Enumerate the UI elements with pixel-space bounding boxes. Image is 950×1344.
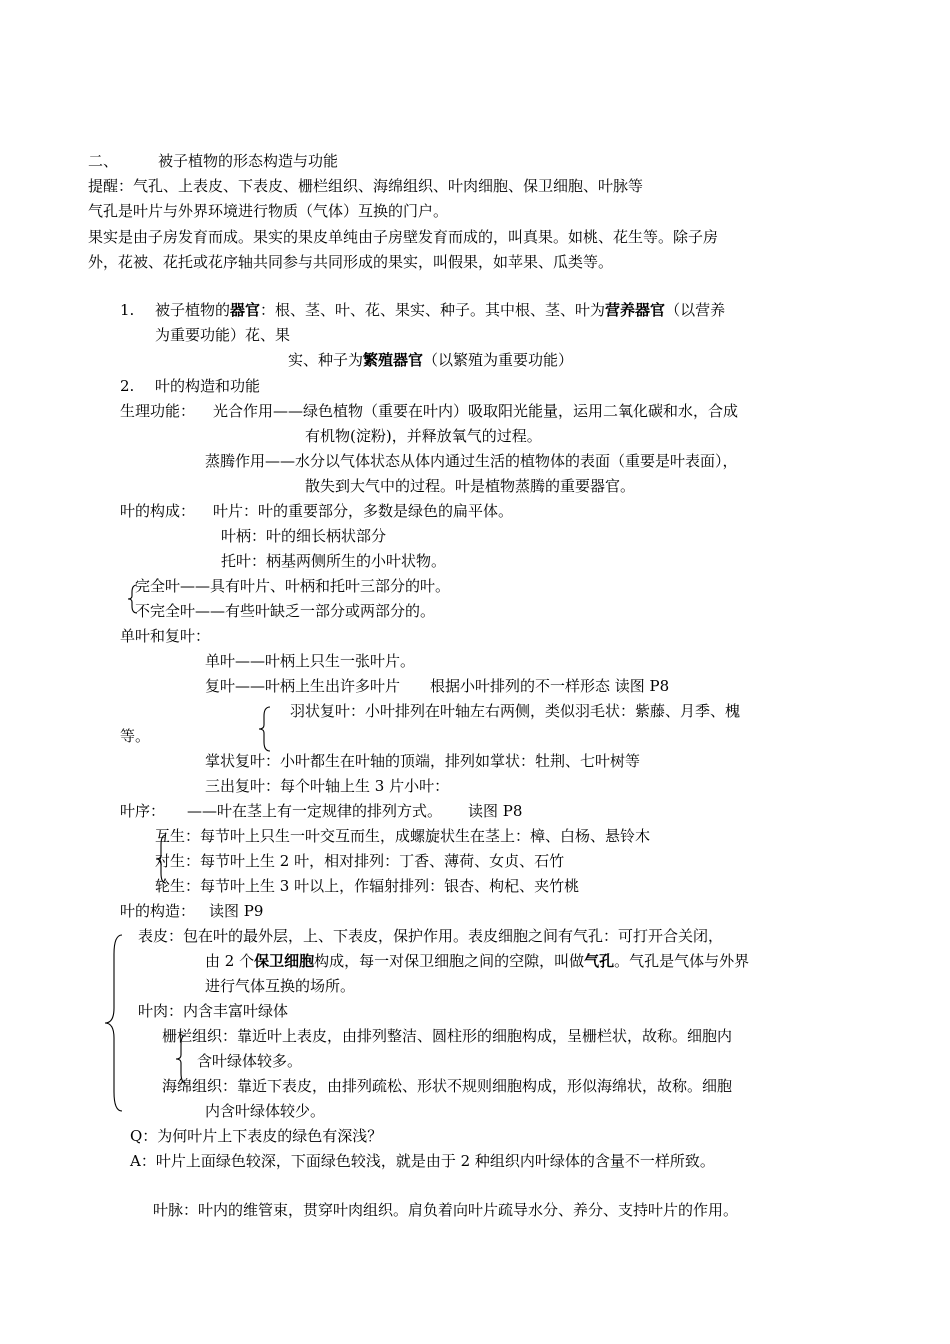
stoma-term: 气孔: [584, 952, 615, 970]
palisade-line2: 含叶绿体较多。: [197, 1052, 303, 1070]
pinnate-line2: 等。: [120, 727, 151, 745]
stipule-text: 托叶：柄基两侧所生的小叶状物。: [221, 552, 447, 570]
guard-cell-term: 保卫细胞: [254, 952, 315, 970]
blade-text: 叶片：叶的重要部分，多数是绿色的扁平体。: [213, 502, 514, 520]
vegetative-organ-term: 营养器官: [605, 301, 666, 319]
compound-leaf-text: 复叶——叶柄上生出许多叶片 根据小叶排列的不一样形态 读图 P8: [205, 677, 670, 695]
whorled-text: 轮生：每节叶上生 3 叶以上，作辐射排列：银杏、枸杞、夹竹桃: [155, 877, 580, 895]
alternate-text: 互生：每节叶上只生一叶交互而生，成螺旋状生在茎上：樟、白杨、悬铃木: [155, 827, 651, 845]
ternate-text: 三出复叶：每个叶轴上生 3 片小叶：: [205, 777, 450, 795]
pinnate-line1: 羽状复叶：小叶排列在叶轴左右两侧，类似羽毛状：紫藤、月季、槐: [290, 702, 741, 720]
brace-compound-types: [258, 706, 272, 752]
petiole-text: 叶柄：叶的细长柄状部分: [221, 527, 387, 545]
section-heading: [88, 151, 338, 171]
fruit-note-line2: 外，花被、花托或花序轴共同参与共同形成的果实，叫假果，如苹果、瓜类等。: [88, 253, 614, 271]
item2-number: 2.: [120, 377, 135, 395]
palmate-text: 掌状复叶：小叶都生在叶轴的顶端，排列如掌状：牡荆、七叶树等: [205, 752, 641, 770]
epidermis-line1: 表皮：包在叶的最外层，上、下表皮，保护作用。表皮细胞之间有气孔：可打开合关闭，: [138, 927, 724, 945]
item1-number: 1.: [120, 301, 135, 319]
reminder-text: 提醒：气孔、上表皮、下表皮、栅栏组织、海绵组织、叶肉细胞、保卫细胞、叶脉等: [88, 177, 644, 195]
mesophyll-text: 叶肉：内含丰富叶绿体: [138, 1002, 289, 1020]
photosynthesis-line1: 光合作用——绿色植物（重要在叶内）吸取阳光能量，运用二氧化碳和水，合成: [213, 402, 739, 420]
incomplete-leaf-text: 不完全叶——有些叶缺乏一部分或两部分的。: [135, 602, 436, 620]
organ-term: 器官: [230, 301, 261, 319]
transpiration-line1: 蒸腾作用——水分以气体状态从体内通过生活的植物体的表面（重要是叶表面），: [205, 452, 738, 470]
palisade-line1: 栅栏组织：靠近叶上表皮，由排列整洁、圆柱形的细胞构成，呈栅栏状，故称。细胞内: [162, 1027, 733, 1045]
vein-text: 叶脉：叶内的维管束，贯穿叶肉组织。肩负着向叶片疏导水分、养分、支持叶片的作用。: [153, 1201, 739, 1219]
fruit-note-line1: 果实是由子房发育而成。果实的果皮单纯由子房壁发育而成的，叫真果。如桃、花生等。除子房: [88, 228, 719, 246]
section-number: 二、: [88, 152, 119, 170]
answer-text: A：叶片上面绿色较深，下面绿色较浅，就是由于 2 种组织内叶绿体的含量不一样所致。: [130, 1152, 715, 1170]
item1-line1: 被子植物的器官：根、茎、叶、花、果实、种子。其中根、茎、叶为营养器官（以营养: [155, 301, 726, 319]
item1-line2: 为重要功能）花、果: [155, 326, 291, 344]
simple-compound-label: 单叶和复叶：: [120, 627, 211, 645]
spongy-line2: 内含叶绿体较少。: [205, 1102, 326, 1120]
epidermis-line3: 进行气体互换的场所。: [205, 977, 356, 995]
section-title: 被子植物的形态构造与功能: [158, 152, 339, 170]
composition-label: 叶的构成：: [120, 502, 196, 520]
spongy-line1: 海绵组织：靠近下表皮，由排列疏松、形状不规则细胞构成，形似海绵状，故称。细胞: [162, 1077, 733, 1095]
question-text: Q：为何叶片上下表皮的绿色有深浅？: [130, 1127, 383, 1145]
brace-leaf-structure: [102, 934, 124, 1112]
photosynthesis-line2: 有机物(淀粉)，并释放氧气的过程。: [305, 427, 542, 445]
complete-leaf-text: 完全叶——具有叶片、叶柄和托叶三部分的叶。: [135, 577, 451, 595]
epidermis-line2: 由 2 个保卫细胞构成，每一对保卫细胞之间的空隙，叫做气孔。气孔是气体与外界: [205, 952, 750, 970]
reproductive-organ-term: 繁殖器官: [363, 351, 424, 369]
stoma-note: 气孔是叶片与外界环境进行物质（气体）互换的门户。: [88, 202, 449, 220]
physiology-label: 生理功能：: [120, 402, 196, 420]
structure-label: 叶的构造： 读图 P9: [120, 902, 264, 920]
simple-leaf-text: 单叶——叶柄上只生一张叶片。: [205, 652, 416, 670]
opposite-text: 对生：每节叶上生 2 叶，相对排列：丁香、薄荷、女贞、石竹: [155, 852, 565, 870]
transpiration-line2: 散失到大气中的过程。叶是植物蒸腾的重要器官。: [305, 477, 636, 495]
item2-title: 叶的构造和功能: [155, 377, 261, 395]
item1-line3: 实、种子为繁殖器官（以繁殖为重要功能）: [288, 351, 574, 369]
phyllotaxy-label: 叶序： ——叶在茎上有一定规律的排列方式。 读图 P8: [120, 802, 523, 820]
